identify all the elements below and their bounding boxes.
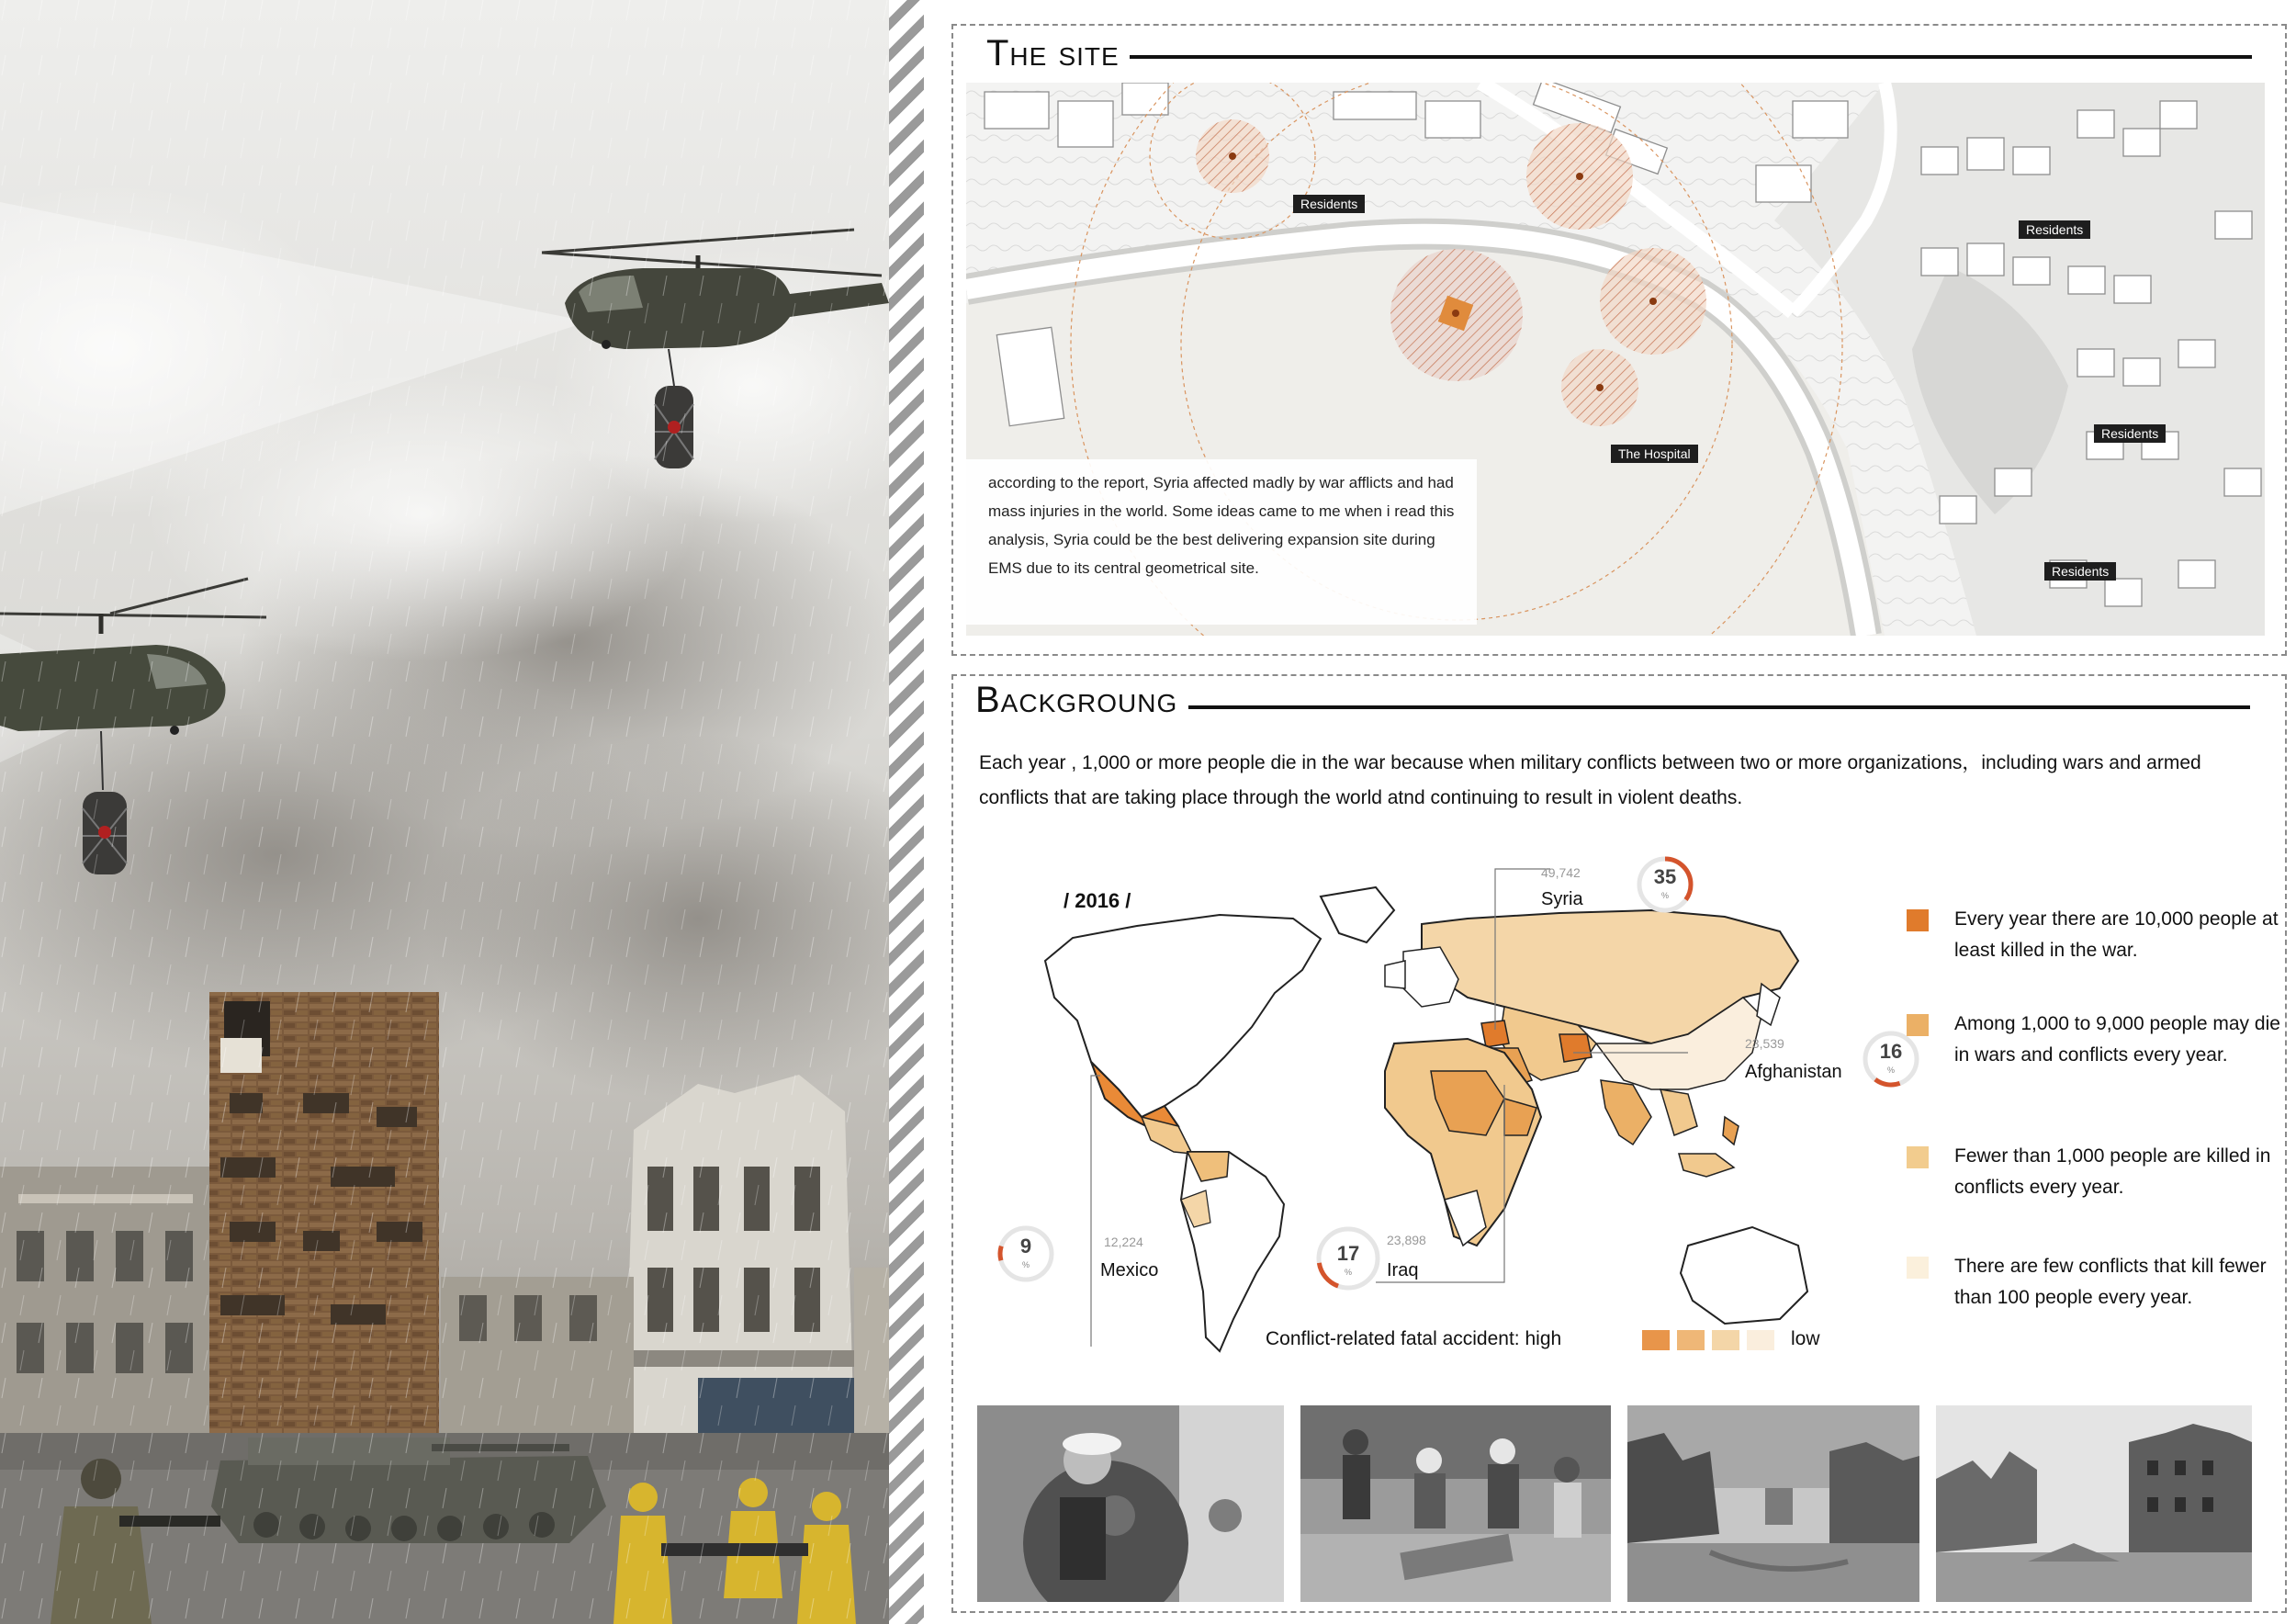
site-panel xyxy=(951,24,2287,656)
callout-percent: 9 xyxy=(1019,1235,1032,1257)
photo-destroyed-street xyxy=(1627,1405,1919,1602)
callout-unit: % xyxy=(1886,1066,1895,1075)
background-heading: Backgroung xyxy=(975,680,1178,720)
callout-country: Syria xyxy=(1541,889,1583,909)
scale-low-label: low xyxy=(1791,1328,1820,1349)
callout-mexico xyxy=(994,1222,1196,1304)
scene-illustration xyxy=(0,0,889,1624)
war-scene-rendering xyxy=(0,0,889,1624)
scale-swatch xyxy=(1747,1330,1774,1350)
legend-text: There are few conflicts that kill fewer than 100 people every year. xyxy=(1954,1256,2267,1308)
map-year: / 2016 / xyxy=(1064,889,1131,912)
site-heading: The site xyxy=(986,33,1120,73)
scale-label: Conflict-related fatal accident: high xyxy=(1266,1328,1562,1349)
heading-rule xyxy=(1188,705,2250,709)
callout-afghanistan xyxy=(1688,1027,1936,1137)
callout-unit: % xyxy=(1021,1260,1030,1269)
scale-swatch xyxy=(1677,1330,1705,1350)
scale-swatch xyxy=(1642,1330,1670,1350)
callout-percent: 16 xyxy=(1879,1040,1903,1063)
photo-rescuers-rubble xyxy=(1300,1405,1611,1602)
callout-count: 23,539 xyxy=(1745,1036,1784,1051)
legend-text: Among 1,000 to 9,000 people may die in wars and conflicts every year. xyxy=(1954,1013,2280,1066)
residents-label: Residents xyxy=(2044,562,2116,581)
callout-unit: % xyxy=(1344,1268,1352,1277)
legend-text: Fewer than 1,000 people are killed in conflicts every year. xyxy=(1954,1145,2271,1198)
resident-zone xyxy=(1196,119,1269,193)
background-paragraph: Each year , 1,000 or more people die in the war because when military conflicts between two or more organizations，including wars and armed conflicts that are taking place through the world atnd continuing to result in violent deaths. xyxy=(979,752,2201,808)
photo-ruined-buildings xyxy=(1936,1405,2252,1602)
resident-zone xyxy=(1526,123,1633,230)
fatality-scale xyxy=(1266,1325,1820,1356)
callout-count: 23,898 xyxy=(1387,1233,1426,1247)
callout-iraq xyxy=(1311,1222,1514,1304)
heading-rule xyxy=(1130,55,2252,59)
legend-swatch xyxy=(1907,1257,1929,1279)
site-description: according to the report, Syria affected madly by war afflicts and had mass injuries in the world. Some ideas came to me when i read this analysis, Syria could be the best delivering expansion site during EMS due to its central geometrical site. xyxy=(966,459,1477,625)
callout-percent: 17 xyxy=(1336,1242,1360,1265)
legend-swatch xyxy=(1907,1014,1929,1036)
residents-label: Residents xyxy=(2094,424,2166,443)
callout-count: 12,224 xyxy=(1104,1235,1143,1249)
resident-zone xyxy=(1561,349,1638,426)
callout-syria xyxy=(1541,852,1780,963)
legend-swatch xyxy=(1907,1146,1929,1168)
residents-label: Residents xyxy=(2019,220,2090,239)
callout-count: 49,742 xyxy=(1541,865,1581,880)
callout-country: Afghanistan xyxy=(1745,1062,1842,1082)
scale-swatch xyxy=(1712,1330,1739,1350)
callout-country: Mexico xyxy=(1100,1260,1159,1280)
legend-text: Every year there are 10,000 people at least killed in the war. xyxy=(1954,908,2279,961)
divider-stripes xyxy=(889,0,924,1624)
legend-swatch xyxy=(1907,909,1929,931)
hospital-zone xyxy=(1390,249,1523,381)
photo-rescue-child xyxy=(977,1405,1284,1602)
callout-percent: 35 xyxy=(1653,865,1677,888)
resident-zone xyxy=(1600,248,1706,355)
callout-country: Iraq xyxy=(1387,1260,1419,1280)
hospital-label: The Hospital xyxy=(1611,445,1698,463)
residents-label: Residents xyxy=(1293,195,1365,213)
background-panel xyxy=(951,674,2287,1613)
callout-unit: % xyxy=(1660,891,1669,900)
